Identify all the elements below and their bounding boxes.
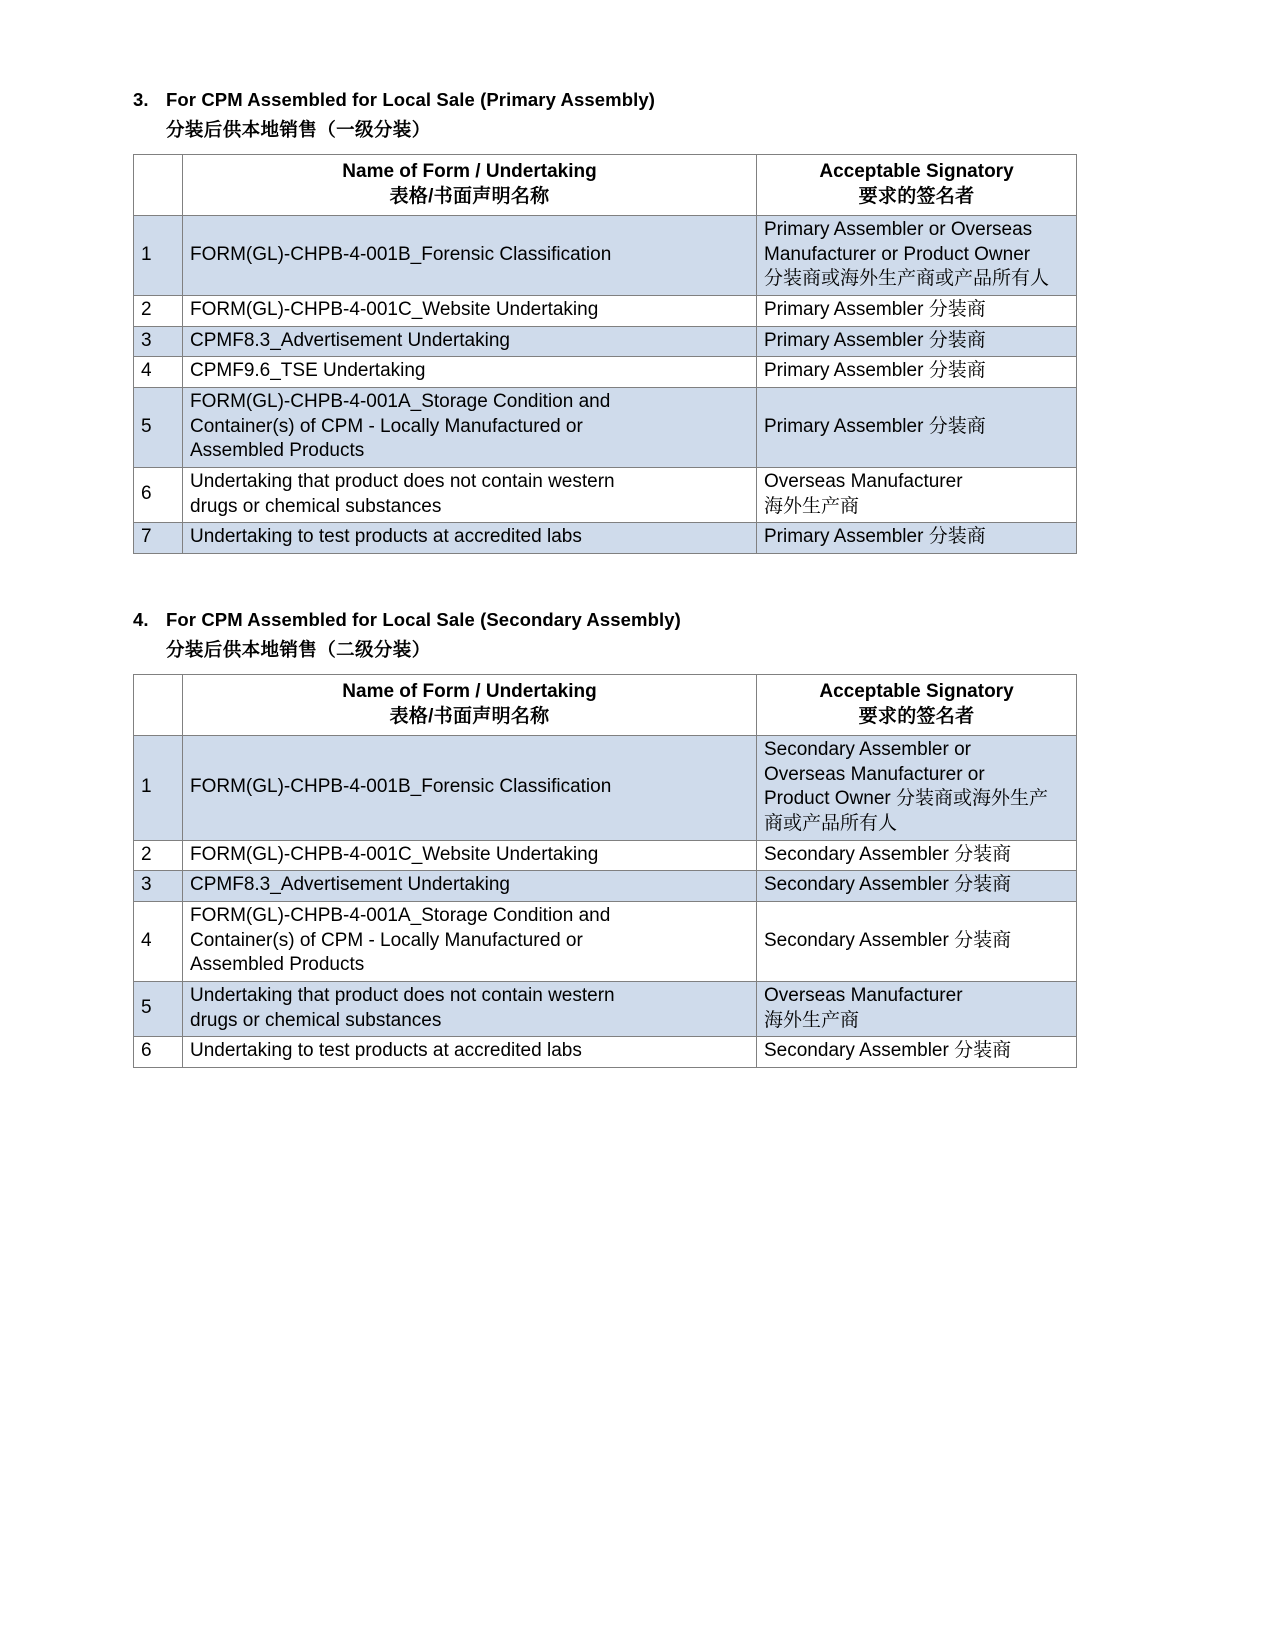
table-row bbox=[134, 840, 1077, 871]
cell-acceptable-signatory bbox=[757, 735, 1077, 840]
cell-row-number: 7 bbox=[134, 523, 183, 554]
form-table-secondary-assembly bbox=[133, 674, 1077, 1068]
table-row bbox=[134, 735, 1077, 840]
table-row bbox=[134, 468, 1077, 523]
cell-acceptable-signatory bbox=[757, 982, 1077, 1037]
table-header-row bbox=[134, 674, 1077, 735]
cell-line: Product Owner 分装商或海外生产 bbox=[764, 788, 1048, 810]
form-table-primary-assembly bbox=[133, 154, 1077, 554]
cell-acceptable-signatory bbox=[757, 215, 1077, 295]
table-row bbox=[134, 871, 1077, 902]
cell-line: Secondary Assembler or bbox=[764, 738, 971, 760]
cell-row-number: 2 bbox=[134, 295, 183, 326]
table-body bbox=[134, 735, 1077, 1067]
cell-line: Primary Assembler 分装商 bbox=[764, 298, 986, 320]
column-header-form-name-zh: 表格/书面声明名称 bbox=[389, 185, 550, 207]
section-number: 4. bbox=[133, 609, 149, 630]
cell-form-name: CPMF8.3_Advertisement Undertaking bbox=[183, 871, 757, 902]
table-header-row bbox=[134, 154, 1077, 215]
cell-line: 商或产品所有人 bbox=[764, 812, 898, 834]
cell-row-number: 5 bbox=[134, 982, 183, 1037]
cell-line: Primary Assembler 分装商 bbox=[764, 415, 986, 437]
cell-row-number: 3 bbox=[134, 871, 183, 902]
column-header-form-name-en: Name of Form / Undertaking bbox=[342, 681, 597, 703]
cell-form-name: FORM(GL)-CHPB-4-001C_Website Undertaking bbox=[183, 295, 757, 326]
cell-row-number: 4 bbox=[134, 901, 183, 981]
cell-line: Secondary Assembler 分装商 bbox=[764, 929, 1012, 951]
cell-line: Secondary Assembler 分装商 bbox=[764, 874, 1012, 896]
section-title-english: For CPM Assembled for Local Sale (Secondary Assembly) bbox=[166, 609, 681, 630]
table-row bbox=[134, 326, 1077, 357]
cell-line: 海外生产商 bbox=[764, 1009, 860, 1031]
cell-acceptable-signatory bbox=[757, 840, 1077, 871]
table-row bbox=[134, 295, 1077, 326]
cell-line: Assembled Products bbox=[190, 440, 365, 462]
section-title-group bbox=[166, 88, 1076, 143]
cell-line: Overseas Manufacturer or bbox=[764, 763, 985, 785]
cell-form-name bbox=[183, 468, 757, 523]
cell-line: drugs or chemical substances bbox=[190, 495, 442, 517]
cell-row-number: 2 bbox=[134, 840, 183, 871]
cell-form-name bbox=[183, 901, 757, 981]
cell-form-name: CPMF9.6_TSE Undertaking bbox=[183, 357, 757, 388]
cell-line: Secondary Assembler 分装商 bbox=[764, 1040, 1012, 1062]
cell-line: Primary Assembler 分装商 bbox=[764, 329, 986, 351]
column-header-signatory bbox=[757, 154, 1077, 215]
cell-line: Primary Assembler or Overseas bbox=[764, 218, 1033, 240]
table-header bbox=[134, 674, 1077, 735]
cell-line: Undertaking that product does not contain western bbox=[190, 985, 615, 1006]
cell-row-number: 1 bbox=[134, 735, 183, 840]
table-row bbox=[134, 901, 1077, 981]
section-title-english: For CPM Assembled for Local Sale (Primary Assembly) bbox=[166, 89, 655, 110]
cell-line: FORM(GL)-CHPB-4-001A_Storage Condition and bbox=[190, 904, 611, 926]
table-row bbox=[134, 523, 1077, 554]
cell-form-name bbox=[183, 982, 757, 1037]
column-header-signatory-en: Acceptable Signatory bbox=[819, 681, 1014, 703]
cell-form-name: FORM(GL)-CHPB-4-001B_Forensic Classification bbox=[183, 215, 757, 295]
cell-line: 分装商或海外生产商或产品所有人 bbox=[764, 268, 1050, 290]
table-row bbox=[134, 1037, 1077, 1068]
table-row bbox=[134, 982, 1077, 1037]
cell-line: drugs or chemical substances bbox=[190, 1009, 442, 1031]
section-title-group bbox=[166, 608, 1076, 663]
cell-line: Assembled Products bbox=[190, 954, 365, 976]
section-heading bbox=[133, 608, 1076, 663]
cell-row-number: 6 bbox=[134, 1037, 183, 1068]
cell-acceptable-signatory bbox=[757, 871, 1077, 902]
cell-line: Manufacturer or Product Owner bbox=[764, 243, 1031, 265]
cell-form-name: CPMF8.3_Advertisement Undertaking bbox=[183, 326, 757, 357]
section-title-chinese: 分装后供本地销售（二级分装） bbox=[166, 639, 431, 661]
cell-row-number: 1 bbox=[134, 215, 183, 295]
cell-acceptable-signatory bbox=[757, 523, 1077, 554]
section-title-chinese: 分装后供本地销售（一级分装） bbox=[166, 119, 431, 141]
column-header-form-name bbox=[183, 674, 757, 735]
cell-line: Container(s) of CPM - Locally Manufactured or bbox=[190, 929, 583, 951]
cell-acceptable-signatory bbox=[757, 1037, 1077, 1068]
table-row bbox=[134, 387, 1077, 467]
section-number: 3. bbox=[133, 89, 149, 110]
cell-acceptable-signatory bbox=[757, 295, 1077, 326]
cell-row-number: 3 bbox=[134, 326, 183, 357]
table-row bbox=[134, 357, 1077, 388]
cell-line: Overseas Manufacturer bbox=[764, 985, 963, 1006]
column-header-signatory-en: Acceptable Signatory bbox=[819, 161, 1014, 183]
cell-row-number: 5 bbox=[134, 387, 183, 467]
cell-acceptable-signatory bbox=[757, 387, 1077, 467]
table-header bbox=[134, 154, 1077, 215]
column-header-form-name bbox=[183, 154, 757, 215]
cell-row-number: 6 bbox=[134, 468, 183, 523]
cell-acceptable-signatory bbox=[757, 357, 1077, 388]
cell-acceptable-signatory bbox=[757, 326, 1077, 357]
section-secondary-assembly bbox=[133, 608, 1076, 1068]
cell-line: Secondary Assembler 分装商 bbox=[764, 843, 1012, 865]
cell-form-name: FORM(GL)-CHPB-4-001C_Website Undertaking bbox=[183, 840, 757, 871]
section-primary-assembly bbox=[133, 88, 1076, 554]
column-header-number bbox=[134, 154, 183, 215]
cell-form-name: Undertaking to test products at accredited labs bbox=[183, 1037, 757, 1068]
column-header-form-name-en: Name of Form / Undertaking bbox=[342, 161, 597, 183]
cell-line: 海外生产商 bbox=[764, 495, 860, 517]
table-body bbox=[134, 215, 1077, 553]
column-header-signatory-zh: 要求的签名者 bbox=[858, 185, 975, 207]
cell-line: Undertaking that product does not contain western bbox=[190, 471, 615, 492]
cell-acceptable-signatory bbox=[757, 901, 1077, 981]
cell-line: Primary Assembler 分装商 bbox=[764, 526, 986, 548]
column-header-signatory bbox=[757, 674, 1077, 735]
cell-form-name: Undertaking to test products at accredited labs bbox=[183, 523, 757, 554]
column-header-signatory-zh: 要求的签名者 bbox=[858, 705, 975, 727]
cell-line: Overseas Manufacturer bbox=[764, 471, 963, 492]
cell-line: FORM(GL)-CHPB-4-001A_Storage Condition and bbox=[190, 390, 611, 412]
cell-row-number: 4 bbox=[134, 357, 183, 388]
cell-form-name bbox=[183, 387, 757, 467]
cell-acceptable-signatory bbox=[757, 468, 1077, 523]
column-header-number bbox=[134, 674, 183, 735]
section-heading bbox=[133, 88, 1076, 143]
cell-line: Container(s) of CPM - Locally Manufactured or bbox=[190, 415, 583, 437]
column-header-form-name-zh: 表格/书面声明名称 bbox=[389, 705, 550, 727]
cell-line: Primary Assembler 分装商 bbox=[764, 360, 986, 382]
cell-form-name: FORM(GL)-CHPB-4-001B_Forensic Classification bbox=[183, 735, 757, 840]
table-row bbox=[134, 215, 1077, 295]
